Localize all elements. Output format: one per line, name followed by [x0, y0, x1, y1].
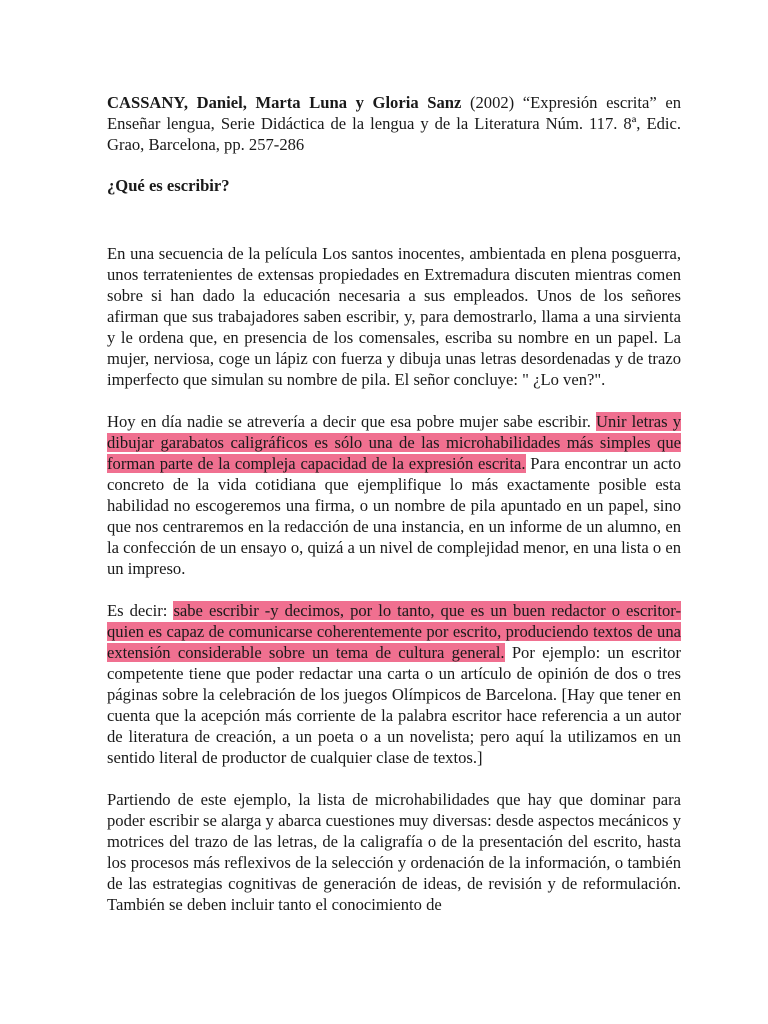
paragraph-4: Partiendo de este ejemplo, la lista de microhabilidades que hay que dominar para poder escribir se alarga y abarca cuestiones muy diversas: desde aspectos mecánicos y motrices del trazo de las letras, de la caligrafía o de la presentación del escrito, hasta los procesos más reflexivos de la selección y ordenación de la información, o también de las estrategias cognitivas de generación de ideas, de revisión y de reformulación. También se deben incluir tanto el conocimiento de [107, 790, 681, 914]
paragraph-1: En una secuencia de la película Los santos inocentes, ambientada en plena posguerra, unos terratenientes de extensas propiedades en Extremadura discuten mientras comen sobre si han dado la educación necesaria a sus empleados. Unos de los señores afirman que sus trabajadores saben escribir, y, para demostrarlo, llama a una sirvienta y le ordena que, en presencia de los comensales, escriba su nombre en un papel. La mujer, nerviosa, coge un lápiz con fuerza y dibuja unas letras desordenadas y de trazo imperfecto que simulan su nombre de pila. El señor concluye: " ¿Lo ven?". [107, 244, 681, 389]
highlighted-passage-2: sabe escribir -y decimos, por lo tanto, que es un buen redactor o escritor- quien es capaz de comunicarse coherentemente por escrito, produciendo textos de una extensión considerable sobre un tema de cultura general. [107, 601, 681, 662]
section-heading: ¿Qué es escribir? [107, 176, 230, 195]
highlighted-passage-1: Unir letras y dibujar garabatos caligráficos es sólo una de las microhabilidades más simples que forman parte de la compleja capacidad de la expresión escrita. [107, 412, 681, 473]
document-page [107, 92, 681, 936]
reference-citation: (2002) “Expresión escrita” en Enseñar lengua, Serie Didáctica de la lengua y de la Literatura Núm. 117. 8ª, Edic. Grao, Barcelona, pp. 257-286 [107, 93, 681, 154]
reference-authors: CASSANY, Daniel, Marta Luna y Gloria Sanz [107, 93, 462, 112]
paragraph-3 [107, 600, 681, 768]
paragraph-3-text-after: Por ejemplo: un escritor competente tiene que poder redactar una carta o un artículo de opinión de dos o tres páginas sobre la celebración de los juegos Olímpicos de Barcelona. [Hay que tener en cuenta que la acepción más corriente de la palabra escritor hace referencia a un autor de literatura de creación, a un poeta o a un novelista; pero aquí la utilizamos en un sentido literal de productor de cualquier clase de textos.] [107, 643, 681, 767]
paragraph-2-text-before: Hoy en día nadie se atrevería a decir que esa pobre mujer sabe escribir. [107, 412, 597, 431]
bibliographic-reference [107, 92, 681, 155]
paragraph-2-text-after: Para encontrar un acto concreto de la vida cotidiana que ejemplifique lo más exactamente posible esta habilidad no escogeremos una firma, o un nombre de pila apuntado en un papel, sino que nos centraremos en la redacción de una instancia, en un informe de un alumno, en la confección de un ensayo o, quizá a un nivel de complejidad menor, en una lista o en un impreso. [107, 454, 681, 578]
paragraph-2 [107, 411, 681, 579]
paragraph-3-text-before: Es decir: [107, 601, 174, 620]
